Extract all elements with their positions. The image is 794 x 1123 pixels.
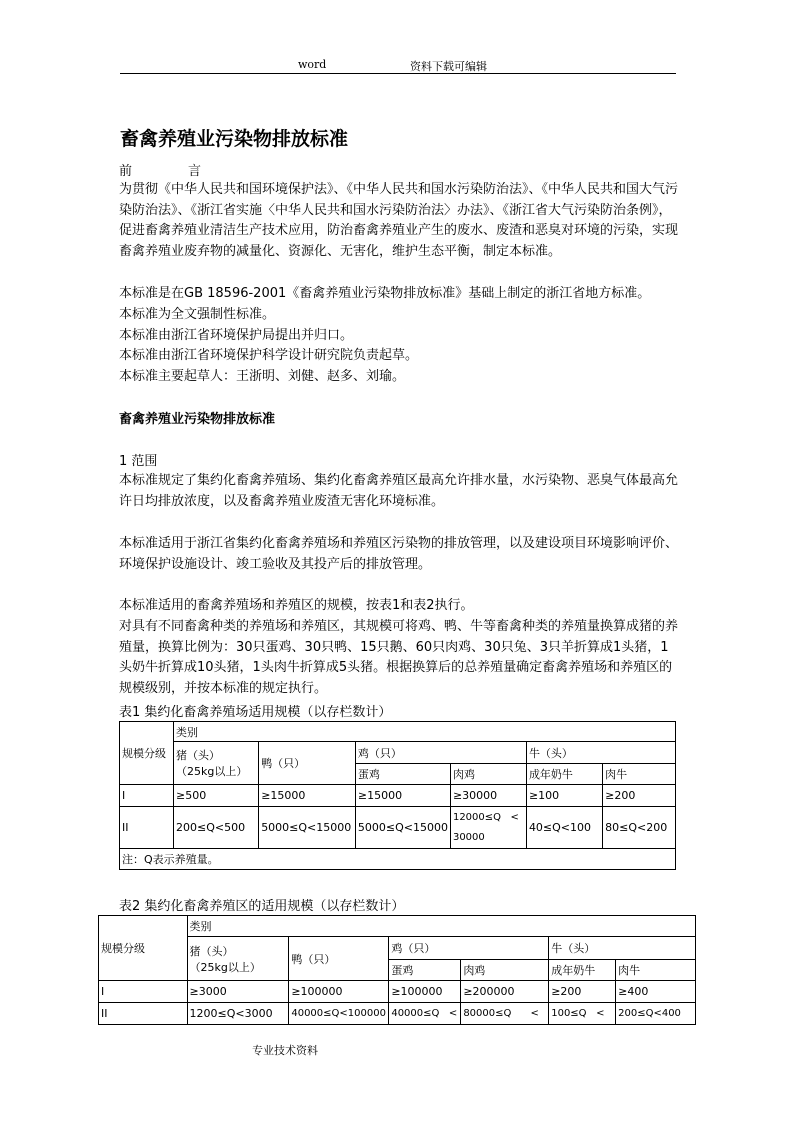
table-2-r1-dairy: ≥200 [549, 981, 616, 1003]
table-2-r1-duck: ≥100000 [289, 981, 389, 1003]
table-2-r2-dairy: 100≤Q < [549, 1003, 616, 1025]
table-1 [119, 721, 676, 870]
table-2-category-header: 类别 [187, 916, 695, 937]
header-word: word [298, 58, 327, 71]
table-1-r1-egg: ≥15000 [355, 785, 450, 807]
table-2-r2-pig: 1200≤Q<3000 [187, 1003, 289, 1025]
table-2-pig-header [187, 937, 289, 981]
table-1-pig-label: 猪（头） [175, 749, 220, 762]
section-1-paragraph-2: 本标准适用于浙江省集约化畜禽养殖场和养殖区污染物的排放管理，以及建设项目环境影响评价、环境保护设施设计、竣工验收及其投产后的排放管理。 [119, 536, 679, 572]
table-1-category-header: 类别 [173, 722, 675, 742]
table-row [120, 807, 676, 849]
table-2-beef-header: 肉牛 [616, 960, 696, 981]
preface-paragraph-3: 本标准为全文强制性标准。 [119, 307, 276, 322]
table-1-r2-broiler-line-2: 30000 [452, 831, 485, 843]
section-1-paragraph-4: 对具有不同畜禽种类的养殖场和养殖区，其规模可将鸡、鸭、牛等畜禽种类的养殖量换算成猪的养殖量，换算比例为：30只蛋鸡、30只鸭、15只鹅、60只肉鸡、30只兔、3只羊折算成1头猪，1头奶牛折算成10头猪，1头肉牛折算成5头猪。根据换算后的总养殖量确定畜禽养殖场和养殖区的规模级别，并按本标准的规定执行。 [119, 619, 679, 697]
table-1-egg-hen-header: 蛋鸡 [355, 764, 450, 785]
header-rule [120, 73, 676, 74]
table-row [99, 981, 696, 1003]
table-2-duck-header: 鸭（只） [289, 937, 389, 981]
table-2-caption: 表2 集约化畜禽养殖区的适用规模（以存栏数计） [119, 899, 405, 914]
table-1-beef-header: 肉牛 [603, 764, 676, 785]
table-1-r2-pig: 200≤Q<500 [173, 807, 258, 849]
table-1-dairy-header: 成年奶牛 [526, 764, 602, 785]
table-1-r2-grade: II [120, 807, 174, 849]
table-2-cattle-header: 牛（头） [549, 937, 696, 960]
table-1-duck-header: 鸭（只） [259, 742, 356, 785]
table-1-r2-broiler [450, 807, 526, 849]
table-2-pig-weight: （25kg以上） [189, 960, 261, 974]
table-2-r2-broiler: 80000≤Q < [461, 1003, 549, 1025]
table-2-r2-grade: II [99, 1003, 188, 1025]
table-1-chicken-header: 鸡（只） [355, 742, 526, 764]
table-1-r1-grade: I [120, 785, 174, 807]
table-1-r1-beef: ≥200 [603, 785, 676, 807]
table-row [120, 785, 676, 807]
table-1-pig-header [173, 742, 258, 785]
table-2-chicken-header: 鸡（只） [389, 937, 549, 960]
preface-heading-char-1: 前 [119, 164, 133, 179]
preface-paragraph-1: 为贯彻《中华人民共和国环境保护法》、《中华人民共和国水污染防治法》、《中华人民共和国大气污染防治法》、《浙江省实施〈中华人民共和国水污染防治法〉办法》、《浙江省大气污染防治条例》，促进畜禽养殖业清洁生产技术应用，防治畜禽养殖业产生的废水、废渣和恶臭对环境的污染，实现畜禽养殖业废弃物的减量化、资源化、无害化，维护生态平衡，制定本标准。 [119, 182, 679, 260]
table-2-r1-broiler: ≥200000 [461, 981, 549, 1003]
document-title: 畜禽养殖业污染物排放标准 [120, 128, 349, 150]
table-1-pig-weight: （25kg以上） [175, 765, 248, 778]
preface-paragraph-4: 本标准由浙江省环境保护局提出并归口。 [119, 328, 354, 343]
table-1-r2-beef: 80≤Q<200 [603, 807, 676, 849]
table-2-dairy-header: 成年奶牛 [549, 960, 616, 981]
table-2-r2-egg: 40000≤Q < [389, 1003, 461, 1025]
table-1-r1-dairy: ≥100 [526, 785, 602, 807]
table-1-r2-egg: 5000≤Q<15000 [355, 807, 450, 849]
table-1-broiler-header: 肉鸡 [450, 764, 526, 785]
table-2 [98, 915, 696, 1025]
section-1-paragraph-3: 本标准适用的畜禽养殖场和养殖区的规模，按表1和表2执行。 [119, 598, 474, 613]
table-2-egg-hen-header: 蛋鸡 [389, 960, 461, 981]
section-1-paragraph-1: 本标准规定了集约化畜禽养殖场、集约化畜禽养殖区最高允许排水量，水污染物、恶臭气体最高允许日均排放浓度，以及畜禽养殖业废渣无害化环境标准。 [119, 473, 679, 509]
preface-paragraph-5: 本标准由浙江省环境保护科学设计研究院负责起草。 [119, 348, 419, 363]
table-2-broiler-header: 肉鸡 [461, 960, 549, 981]
preface-paragraph-6: 本标准主要起草人：王浙明、刘健、赵多、刘瑜。 [119, 369, 406, 384]
table-1-scale-header: 规模分级 [120, 722, 174, 785]
preface-paragraph-2: 本标准是在GB 18596-2001《畜禽养殖业污染物排放标准》基础上制定的浙江省地方标准。 [119, 286, 651, 301]
table-1-cattle-header: 牛（头） [526, 742, 675, 764]
section-1-heading: 1 范围 [119, 454, 158, 469]
preface-heading-char-2: 言 [188, 164, 202, 179]
table-1-r1-pig: ≥500 [173, 785, 258, 807]
table-1-r2-duck: 5000≤Q<15000 [259, 807, 356, 849]
table-2-r2-beef: 200≤Q<400 [616, 1003, 696, 1025]
standard-subtitle: 畜禽养殖业污染物排放标准 [119, 412, 276, 427]
table-1-r2-broiler-line-1: 12000≤Q < [452, 811, 519, 823]
table-2-r1-egg: ≥100000 [389, 981, 461, 1003]
table-2-r1-beef: ≥400 [616, 981, 696, 1003]
page-footer: 专业技术资料 [252, 1044, 318, 1057]
table-1-r1-broiler: ≥30000 [450, 785, 526, 807]
table-1-r2-dairy: 40≤Q<100 [526, 807, 602, 849]
table-1-caption: 表1 集约化畜禽养殖场适用规模（以存栏数计） [119, 705, 392, 720]
table-1-r1-duck: ≥15000 [259, 785, 356, 807]
table-2-r1-pig: ≥3000 [187, 981, 289, 1003]
header-editable-note: 资料下载可编辑 [410, 60, 487, 73]
table-2-r2-duck: 40000≤Q<100000 [289, 1003, 389, 1025]
preface-heading [119, 160, 201, 179]
table-row [99, 1003, 696, 1025]
table-1-note: 注：Q表示养殖量。 [120, 849, 676, 870]
table-2-scale-header: 规模分级 [99, 916, 188, 981]
table-2-pig-label: 猪（头） [189, 944, 234, 958]
table-2-r1-grade: I [99, 981, 188, 1003]
